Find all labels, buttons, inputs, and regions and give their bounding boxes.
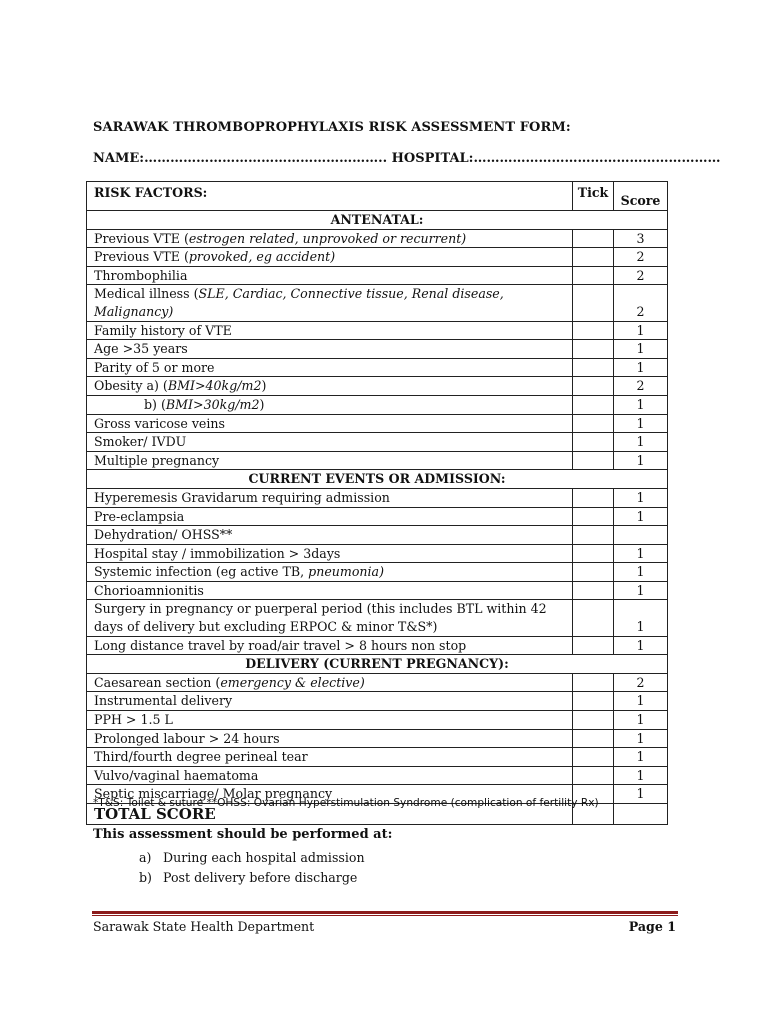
table-row [87,544,668,563]
risk-factor-text: Septic miscarriage/ Molar pregnancy [94,786,333,802]
risk-factor-text: Dehydration/ OHSS** [94,527,233,543]
risk-factor-detail: provoked, eg accident) [188,249,336,265]
score-cell: 2 [614,377,668,396]
section-title: ANTENATAL: [87,211,668,230]
tick-cell[interactable] [573,729,614,748]
total-score-cell[interactable] [614,804,668,825]
score-cell: 1 [614,414,668,433]
table-row [87,248,668,267]
tick-cell[interactable] [573,266,614,285]
table-row [87,636,668,655]
section-title: DELIVERY (CURRENT PREGNANCY): [87,655,668,674]
score-cell: 1 [614,321,668,340]
risk-factor-detail: estrogen related, unprovoked or recurrent) [188,230,467,246]
form-title: SARAWAK THROMBOPROPHYLAXIS RISK ASSESSMENT FORM: [93,120,571,135]
risk-factor-cell [87,248,573,267]
tick-cell[interactable] [573,563,614,582]
score-cell: 1 [614,766,668,785]
risk-factor-table [86,181,668,825]
risk-factor-cell [87,766,573,785]
score-cell: 1 [614,395,668,414]
tick-cell[interactable] [573,673,614,692]
footer-department: Sarawak State Health Department [93,919,315,934]
score-cell: 1 [614,488,668,507]
score-cell: 2 [614,266,668,285]
risk-factor-suffix: ) [261,378,267,394]
header-score: Score [614,182,668,211]
risk-factor-text: Obesity a) ( [94,378,168,394]
tick-cell[interactable] [573,636,614,655]
risk-factor-text: b) ( [144,396,166,412]
risk-factor-cell [87,636,573,655]
list-marker: b) [139,870,152,885]
list-item [139,868,365,888]
score-cell: 3 [614,229,668,248]
table-row [87,507,668,526]
risk-factor-text: Third/fourth degree perineal tear [94,749,308,765]
table-row [87,377,668,396]
risk-factor-cell [87,414,573,433]
footer-page-number: Page 1 [628,919,676,934]
table-row [87,414,668,433]
table-row [87,581,668,600]
risk-factor-cell [87,673,573,692]
table-row [87,340,668,359]
header-risk-factors: RISK FACTORS: [87,182,573,211]
score-cell: 1 [614,636,668,655]
score-cell: 1 [614,711,668,730]
risk-factor-cell [87,544,573,563]
table-row [87,321,668,340]
risk-factor-text: Previous VTE ( [94,249,189,265]
risk-factor-text: Parity of 5 or more [94,359,215,375]
footer-rule-thin [92,915,678,916]
score-cell: 1 [614,785,668,804]
tick-cell[interactable] [573,581,614,600]
table-row [87,563,668,582]
footer-rule [92,911,678,914]
score-cell: 1 [614,544,668,563]
risk-factor-detail: pneumonia) [308,564,384,580]
risk-factor-cell [87,581,573,600]
risk-factor-cell [87,451,573,470]
table-row [87,692,668,711]
risk-factor-cell [87,526,573,545]
risk-factor-cell [87,507,573,526]
risk-factor-cell [87,358,573,377]
table-row [87,526,668,545]
score-cell: 1 [614,340,668,359]
risk-factor-cell [87,321,573,340]
risk-factor-text: Surgery in pregnancy or puerperal period (this includes BTL within 42 days of delivery but excluding ERPOC & minor T&S*) [94,601,547,635]
tick-cell[interactable] [573,748,614,767]
risk-factor-suffix: ) [259,396,265,412]
header-tick: Tick [573,182,614,211]
table-row [87,433,668,452]
tick-cell[interactable] [573,766,614,785]
risk-factor-text: Prolonged labour > 24 hours [94,730,280,746]
name-hospital-line: NAME:……………………………………………….. HOSPITAL:………………………………………………… [93,151,721,166]
tick-cell[interactable] [573,711,614,730]
tick-cell[interactable] [573,321,614,340]
risk-factor-cell [87,563,573,582]
tick-cell[interactable] [573,340,614,359]
table-row [87,673,668,692]
risk-factor-cell [87,600,573,636]
risk-factor-text: Previous VTE ( [94,230,189,246]
score-cell: 1 [614,433,668,452]
table-row [87,488,668,507]
risk-factor-cell [87,748,573,767]
risk-factor-text: Thrombophilia [94,267,188,283]
tick-cell[interactable] [573,488,614,507]
table-row [87,395,668,414]
risk-factor-text: Caesarean section ( [94,674,221,690]
risk-factor-text: Long distance travel by road/air travel > 8 hours non stop [94,637,467,653]
table-row [87,711,668,730]
score-cell: 2 [614,673,668,692]
risk-factor-cell [87,711,573,730]
score-cell: 1 [614,600,668,636]
risk-factor-text: Family history of VTE [94,322,232,338]
table-row [87,766,668,785]
risk-factor-cell [87,229,573,248]
tick-cell[interactable] [573,433,614,452]
risk-factor-text: Instrumental delivery [94,693,233,709]
tick-cell[interactable] [573,358,614,377]
table-row [87,229,668,248]
risk-factor-text: PPH > 1.5 L [94,712,173,728]
tick-cell[interactable] [573,507,614,526]
table-row [87,729,668,748]
tick-cell[interactable] [573,451,614,470]
table-row [87,285,668,321]
risk-factor-text: Chorioamnionitis [94,582,204,598]
score-cell [614,526,668,545]
risk-factor-text: Multiple pregnancy [94,452,220,468]
tick-cell[interactable] [573,377,614,396]
table-row [87,451,668,470]
table-row [87,748,668,767]
score-cell: 2 [614,285,668,321]
total-score-label: TOTAL SCORE [87,804,573,825]
table-header-row [87,182,668,211]
risk-factor-cell [87,395,573,414]
risk-factor-cell [87,488,573,507]
risk-factor-text: Systemic infection (eg active TB, [94,564,309,580]
risk-factor-text: Pre-eclampsia [94,508,185,524]
tick-cell[interactable] [573,414,614,433]
section-header-delivery [87,655,668,674]
score-cell: 1 [614,581,668,600]
risk-factor-text: Smoker/ IVDU [94,434,187,450]
risk-factor-text: Medical illness ( [94,286,199,302]
risk-factor-text: Hospital stay / immobilization > 3days [94,545,341,561]
section-header-antenatal [87,211,668,230]
list-text: Post delivery before discharge [163,870,358,885]
table-row [87,358,668,377]
risk-factor-detail: emergency & elective) [220,674,365,690]
risk-factor-cell [87,729,573,748]
risk-factor-cell [87,377,573,396]
risk-factor-cell [87,433,573,452]
score-cell: 1 [614,729,668,748]
risk-factor-cell [87,692,573,711]
tick-cell[interactable] [573,248,614,267]
risk-factor-detail: BMI>30kg/m2 [165,396,260,412]
list-text: During each hospital admission [163,850,365,865]
tick-cell[interactable] [573,395,614,414]
risk-factor-text: Gross varicose veins [94,415,225,431]
score-cell: 1 [614,563,668,582]
tick-cell[interactable] [573,600,614,636]
risk-factor-cell [87,285,573,321]
assessment-title: This assessment should be performed at: [93,827,393,842]
risk-factor-detail: BMI>40kg/m2 [167,378,262,394]
list-item [139,848,365,868]
score-cell: 1 [614,451,668,470]
section-header-current [87,470,668,489]
score-cell: 1 [614,748,668,767]
score-cell: 1 [614,358,668,377]
tick-cell[interactable] [573,692,614,711]
tick-cell[interactable] [573,526,614,545]
tick-cell[interactable] [573,229,614,248]
risk-factor-text: Hyperemesis Gravidarum requiring admission [94,489,390,505]
list-marker: a) [139,850,152,865]
risk-factor-text: Age >35 years [94,341,188,357]
tick-cell[interactable] [573,544,614,563]
risk-factor-cell [87,266,573,285]
table-row [87,600,668,636]
score-cell: 1 [614,507,668,526]
score-cell: 1 [614,692,668,711]
section-title: CURRENT EVENTS OR ADMISSION: [87,470,668,489]
risk-factor-cell [87,340,573,359]
assessment-list [139,848,365,888]
tick-cell[interactable] [573,285,614,321]
table-row [87,266,668,285]
risk-factor-detail: SLE, Cardiac, Connective tissue, Renal disease, Malignancy) [94,286,504,319]
footnote: *T&S: Toilet & suture **OHSS: Ovarian Hyperstimulation Syndrome (complication of fertility Rx) [93,797,599,809]
risk-factor-text: Vulvo/vaginal haematoma [94,767,259,783]
score-cell: 2 [614,248,668,267]
